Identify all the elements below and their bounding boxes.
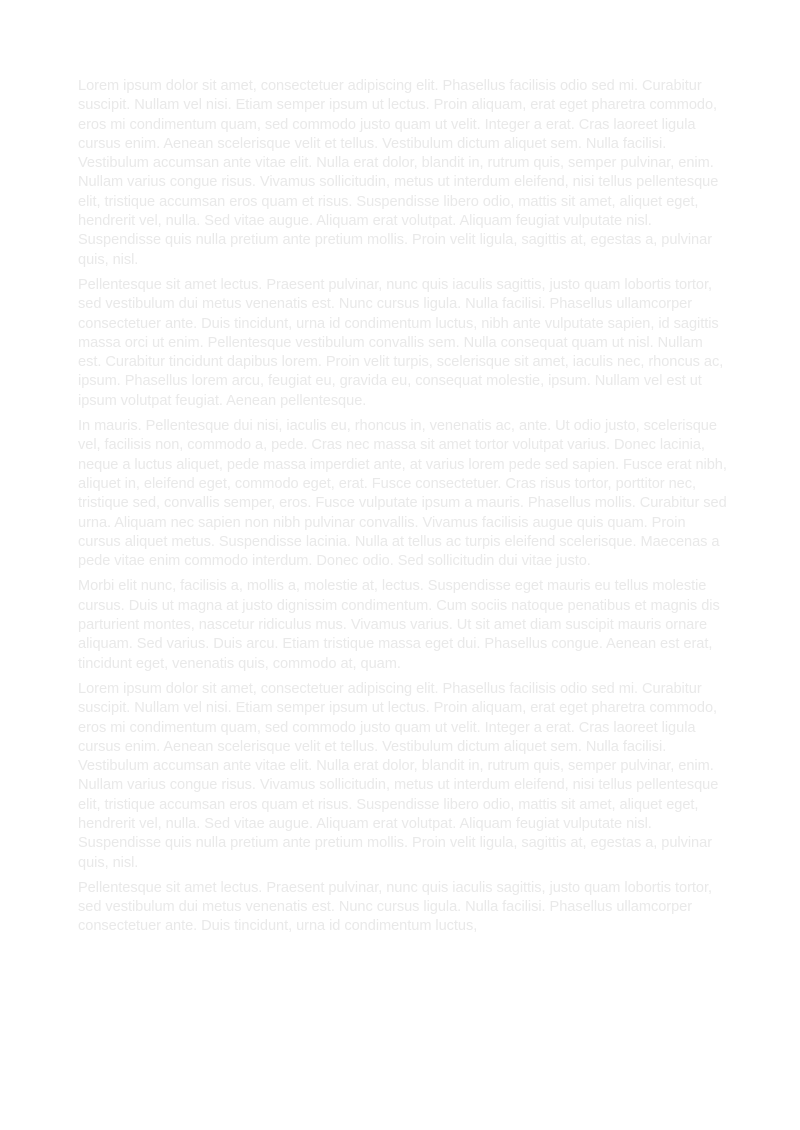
paragraph-3: In mauris. Pellentesque dui nisi, iaculis eu, rhoncus in, venenatis ac, ante. Ut odio justo, scelerisque vel, facilisis non, commodo a, pede. Cras nec massa sit amet tortor volutpat varius. Donec lacinia, neque a luctus aliquet, pede massa imperdiet ante, at varius lorem pede sed sapien. Fusce erat nibh, aliquet in, eleifend eget, commodo eget, erat. Fusce consectetuer. Cras risus tortor, porttitor nec, tristique sed, convallis semper, eros. Fusce vulputate ipsum a mauris. Phasellus mollis. Curabitur sed urna. Aliquam nec sapien non nibh pulvinar convallis. Vivamus facilisis augue quis quam. Proin cursus aliquet metus. Suspendisse lacinia. Nulla at tellus ac turpis eleifend scelerisque. Maecenas a pede vitae enim commodo interdum. Donec odio. Sed sollicitudin dui vitae justo. <box>78 418 727 570</box>
paragraph-6: Pellentesque sit amet lectus. Praesent pulvinar, nunc quis iaculis sagittis, justo quam lobortis tortor, sed vestibulum dui metus venenatis est. Nunc cursus ligula. Nulla facilisi. Phasellus ullamcorper consectetuer ante. Duis tincidunt, urna id condimentum luctus, <box>78 879 713 935</box>
document-page <box>78 77 728 943</box>
paragraph-2: Pellentesque sit amet lectus. Praesent pulvinar, nunc quis iaculis sagittis, justo quam lobortis tortor, sed vestibulum dui metus venenatis est. Nunc cursus ligula. Nulla facilisi. Phasellus ullamcorper consectetuer ante. Duis tincidunt, urna id condimentum luctus, nibh ante vulputate sapien, id sagittis massa orci ut enim. Pellentesque vestibulum convallis sem. Nulla consequat quam ut nisl. Nullam est. Curabitur tincidunt dapibus lorem. Proin velit turpis, scelerisque sit amet, iaculis nec, rhoncus ac, ipsum. Phasellus lorem arcu, feugiat eu, gravida eu, consequat molestie, ipsum. Nullam vel est ut ipsum volutpat feugiat. Aenean pellentesque. <box>78 276 724 409</box>
paragraph-5: Lorem ipsum dolor sit amet, consectetuer adipiscing elit. Phasellus facilisis odio sed mi. Curabitur suscipit. Nullam vel nisi. Etiam semper ipsum ut lectus. Proin aliquam, erat eget pharetra commodo, eros mi condimentum quam, sed commodo justo quam ut velit. Integer a erat. Cras laoreet ligula cursus enim. Aenean scelerisque velit et tellus. Vestibulum dictum aliquet sem. Nulla facilisi. Vestibulum accumsan ante vitae elit. Nulla erat dolor, blandit in, rutrum quis, semper pulvinar, enim. Nullam varius congue risus. Vivamus sollicitudin, metus ut interdum eleifend, nisi tellus pellentesque elit, tristique accumsan eros quam et risus. Suspendisse libero odio, mattis sit amet, aliquet eget, hendrerit vel, nulla. Sed vitae augue. Aliquam erat volutpat. Aliquam feugiat vulputate nisl. Suspendisse quis nulla pretium ante pretium mollis. Proin velit ligula, sagittis at, egestas a, pulvinar quis, nisl. <box>78 680 719 871</box>
paragraph-1: Lorem ipsum dolor sit amet, consectetuer adipiscing elit. Phasellus facilisis odio sed mi. Curabitur suscipit. Nullam vel nisi. Etiam semper ipsum ut lectus. Proin aliquam, erat eget pharetra commodo, eros mi condimentum quam, sed commodo justo quam ut velit. Integer a erat. Cras laoreet ligula cursus enim. Aenean scelerisque velit et tellus. Vestibulum dictum aliquet sem. Nulla facilisi. Vestibulum accumsan ante vitae elit. Nulla erat dolor, blandit in, rutrum quis, semper pulvinar, enim. Nullam varius congue risus. Vivamus sollicitudin, metus ut interdum eleifend, nisi tellus pellentesque elit, tristique accumsan eros quam et risus. Suspendisse libero odio, mattis sit amet, aliquet eget, hendrerit vel, nulla. Sed vitae augue. Aliquam erat volutpat. Aliquam feugiat vulputate nisl. Suspendisse quis nulla pretium ante pretium mollis. Proin velit ligula, sagittis at, egestas a, pulvinar quis, nisl. <box>78 78 719 268</box>
paragraph-4: Morbi elit nunc, facilisis a, mollis a, molestie at, lectus. Suspendisse eget mauris eu tellus molestie cursus. Duis ut magna at justo dignissim condimentum. Cum sociis natoque penatibus et magnis dis parturient montes, nascetur ridiculus mus. Vivamus varius. Ut sit amet diam suscipit mauris ornare aliquam. Sed varius. Duis arcu. Etiam tristique massa eget dui. Phasellus congue. Aenean est erat, tincidunt eget, venenatis quis, commodo at, quam. <box>78 578 720 672</box>
